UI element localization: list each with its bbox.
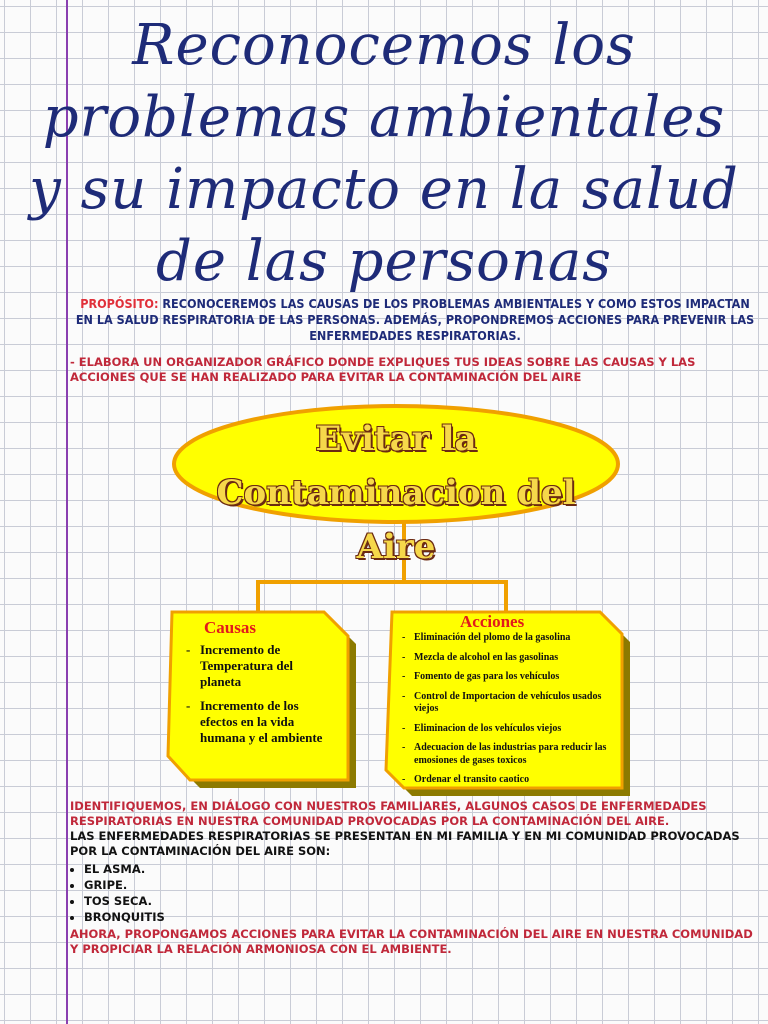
causes-item: - Incremento de los efectos en la vida humana y el ambiente [186, 698, 326, 746]
actions-item: - Eliminacion de los vehículos viejos [398, 723, 618, 736]
actions-item: - Mezcla de alcohol en las gasolinas [398, 652, 618, 665]
actions-item: - Eliminación del plomo de la gasolina [398, 632, 618, 645]
causes-heading: Causas [204, 618, 256, 637]
actions-item: - Fomento de gas para los vehículos [398, 671, 618, 684]
causes-item: - Incremento de Temperatura del planeta [186, 642, 326, 690]
instruction-text: - ELABORA UN ORGANIZADOR GRÁFICO DONDE EXPLIQUES TUS IDEAS SOBRE LAS CAUSAS Y LAS ACCIONES QUE SE HAN REALIZADO PARA EVITAR LA CONTAMINACIÓN DEL AIRE [70, 355, 696, 384]
purpose-text: RECONOCEREMOS LAS CAUSAS DE LOS PROBLEMAS AMBIENTALES Y COMO ESTOS IMPACTAN EN LA SALUD RESPIRATORIA DE LAS PERSONAS. ADEMÁS, PROPONDREMOS ACCIONES PARA PREVENIR LAS ENFERMEDADES RESPIRATORIAS. [75, 296, 755, 343]
page-title: Reconocemos los problemas ambientales y su impacto en la salud de las personas [29, 13, 739, 294]
actions-item: - Ordenar el transito caotico [398, 774, 618, 787]
closing-text: AHORA, PROPONGAMOS ACCIONES PARA EVITAR LA CONTAMINACIÓN DEL AIRE EN NUESTRA COMUNIDAD Y PROPICIAR LA RELACIÓN ARMONIOSA CON EL AMBIENTE. [70, 927, 753, 956]
actions-list [398, 632, 618, 794]
disease-item: • TOS SECA. [84, 893, 760, 909]
diseases-intro: LAS ENFERMEDADES RESPIRATORIAS SE PRESENTAN EN MI FAMILIA Y EN MI COMUNIDAD PROVOCADAS POR LA CONTAMINACIÓN DEL AIRE SON: [70, 829, 740, 858]
purpose-label: PROPÓSITO: [80, 296, 159, 311]
disease-item: • BRONQUITIS [84, 909, 760, 925]
disease-item: • EL ASMA. [84, 861, 760, 877]
diseases-list [70, 861, 760, 925]
disease-item: • GRIPE. [84, 877, 760, 893]
actions-item: - Adecuacion de las industrias para reducir las emosiones de gases toxicos [398, 742, 618, 767]
bottom-section [70, 799, 760, 957]
causes-list [186, 642, 326, 754]
actions-item: - Control de Importacion de vehículos usados viejos [398, 691, 618, 716]
identify-text: IDENTIFIQUEMOS, EN DIÁLOGO CON NUESTROS FAMILIARES, ALGUNOS CASOS DE ENFERMEDADES RESPIRATORIAS EN NUESTRA COMUNIDAD PROVOCADAS POR LA CONTAMINACIÓN DEL AIRE. [70, 799, 707, 828]
diagram-center-title: Evitar la Contaminacion del Aire [216, 419, 576, 567]
actions-heading: Acciones [460, 612, 525, 631]
